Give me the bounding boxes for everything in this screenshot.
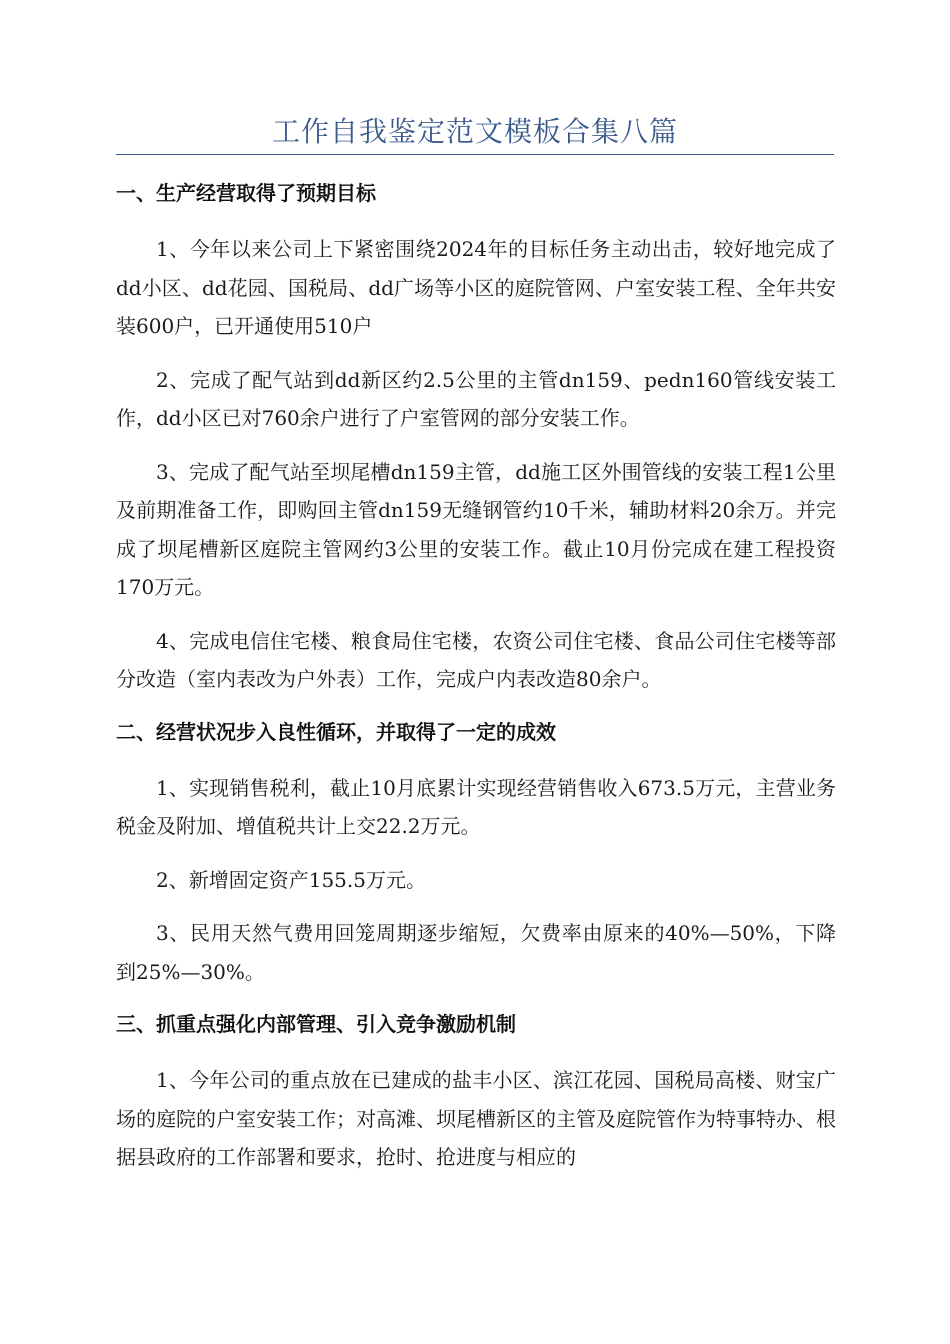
section-heading-2: 二、经营状况步入良性循环，并取得了一定的成效 (116, 719, 556, 744)
title-divider (116, 154, 834, 155)
section-heading-1: 一、生产经营取得了预期目标 (116, 181, 376, 205)
section-heading-3: 三、抓重点强化内部管理、引入竞争激励机制 (116, 1012, 516, 1036)
section-2-paragraph-3: 3、民用天然气费用回笼周期逐步缩短，欠费率由原来的40%—50%，下降到25%—30%。 (116, 921, 836, 984)
section-2-paragraph-2: 2、新增固定资产155.5万元。 (156, 867, 426, 892)
section-2-paragraph-1: 1、实现销售税利，截止10月底累计实现经营销售收入673.5万元，主营业务税金及附加、增值税共计上交22.2万元。 (116, 775, 836, 838)
document-title: 工作自我鉴定范文模板合集八篇 (271, 115, 678, 148)
section-1-paragraph-4: 4、完成电信住宅楼、粮食局住宅楼，农资公司住宅楼、食品公司住宅楼等部分改造（室内表改为户外表）工作，完成户内表改造80余户。 (116, 628, 836, 691)
section-1-paragraph-3: 3、完成了配气站至坝尾槽dn159主管，dd施工区外围管线的安装工程1公里及前期准备工作，即购回主管dn159无缝钢管约10千米，辅助材料20余万。并完成了坝尾槽新区庭院主管网约3公里的安装工作。截止10月份完成在建工程投资170万元。 (116, 459, 836, 599)
section-3-paragraph-1: 1、今年公司的重点放在已建成的盐丰小区、滨江花园、国税局高楼、财宝广场的庭院的户室安装工作；对高滩、坝尾槽新区的主管及庭院管作为特事特办、根据县政府的工作部署和要求，抢时、抢进度与相应的 (116, 1068, 836, 1169)
section-1-paragraph-1: 1、今年以来公司上下紧密围绕2024年的目标任务主动出击，较好地完成了dd小区、dd花园、国税局、dd广场等小区的庭院管网、户室安装工程、全年共安装600户，已开通使用510户 (116, 237, 836, 338)
document-body (116, 175, 836, 1192)
section-1-paragraph-2: 2、完成了配气站到dd新区约2.5公里的主管dn159、pedn160管线安装工作，dd小区已对760余户进行了户室管网的部分安装工作。 (116, 367, 836, 430)
